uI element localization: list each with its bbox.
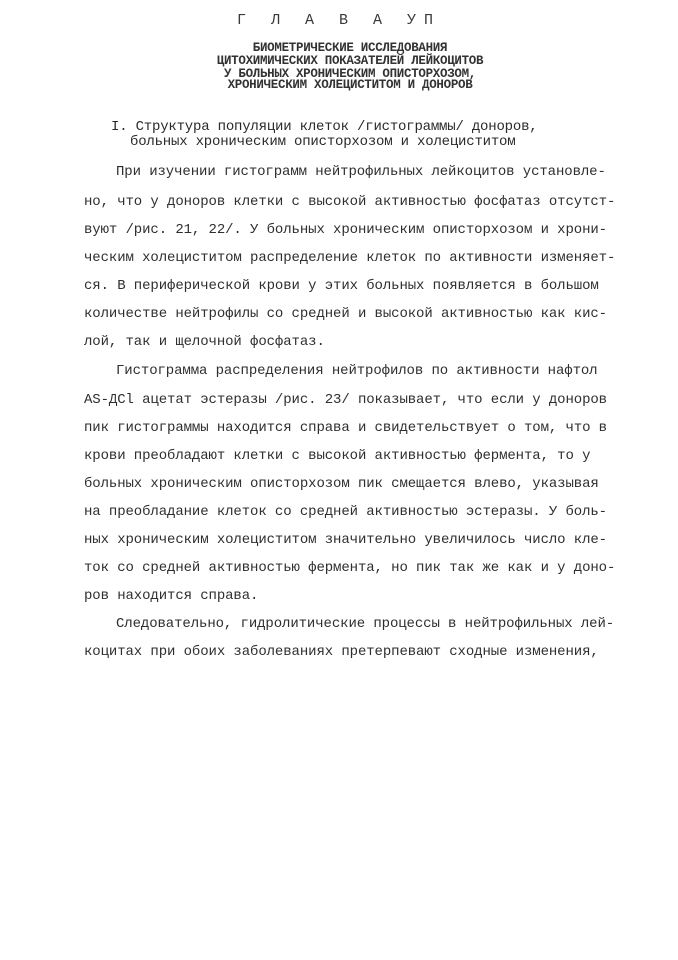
paragraph-line: При изучении гистограмм нейтрофильных лейкоцитов установле- [116, 164, 606, 180]
paragraph-line: коцитах при обоих заболеваниях претерпевают сходные изменения, [84, 644, 599, 660]
paragraph-line: Следовательно, гидролитические процессы в нейтрофильных лей- [116, 616, 615, 632]
section-title-line: больных хроническим описторхозом и холециститом [130, 134, 516, 150]
paragraph-line: но, что у доноров клетки с высокой активностью фосфатаз отсутст- [84, 194, 616, 210]
chapter-heading-line: ЦИТОХИМИЧЕСКИХ ПОКАЗАТЕЛЕЙ ЛЕЙКОЦИТОВ [216, 54, 484, 68]
paragraph-line: пик гистограммы находится справа и свидетельствует о том, что в [84, 420, 607, 436]
paragraph-line: крови преобладают клетки с высокой активностью фермента, то у [84, 448, 591, 464]
paragraph-line: лой, так и щелочной фосфатаз. [84, 334, 325, 350]
paragraph-line: вуют /рис. 21, 22/. У больных хроническим описторхозом и хрони- [84, 222, 607, 238]
paragraph-line: количестве нейтрофилы со средней и высокой активностью как кис- [84, 306, 607, 322]
paragraph-line: ческим холециститом распределение клеток по активности изменяет- [84, 250, 616, 266]
paragraph-line: AS-ДСl ацетат эстеразы /рис. 23/ показывает, что если у доноров [84, 392, 607, 408]
paragraph-line: ток со средней активностью фермента, но пик так же как и у доно- [84, 560, 616, 576]
paragraph-line: ся. В периферической крови у этих больных появляется в большом [84, 278, 599, 294]
section-title-line: I. Структура популяции клеток /гистограммы/ доноров, [111, 119, 538, 135]
paragraph-line: ных хроническим холециститом значительно увеличилось число кле- [84, 532, 607, 548]
paragraph-line: Гистограмма распределения нейтрофилов по активности нафтол [116, 363, 598, 379]
paragraph-line: на преобладание клеток со средней активностью эстеразы. У боль- [84, 504, 607, 520]
chapter-heading-line: ХРОНИЧЕСКИМ ХОЛЕЦИСТИТОМ И ДОНОРОВ [227, 78, 473, 92]
paragraph-line: больных хроническим описторхозом пик смещается влево, указывая [84, 476, 599, 492]
paragraph-line: ров находится справа. [84, 588, 259, 604]
chapter-heading-line: У БОЛЬНЫХ ХРОНИЧЕСКИМ ОПИСТОРХОЗОМ, [223, 67, 477, 81]
chapter-title: Г Л А В А УП [236, 12, 442, 29]
chapter-heading-line: БИОМЕТРИЧЕСКИЕ ИССЛЕДОВАНИЯ [252, 41, 448, 55]
